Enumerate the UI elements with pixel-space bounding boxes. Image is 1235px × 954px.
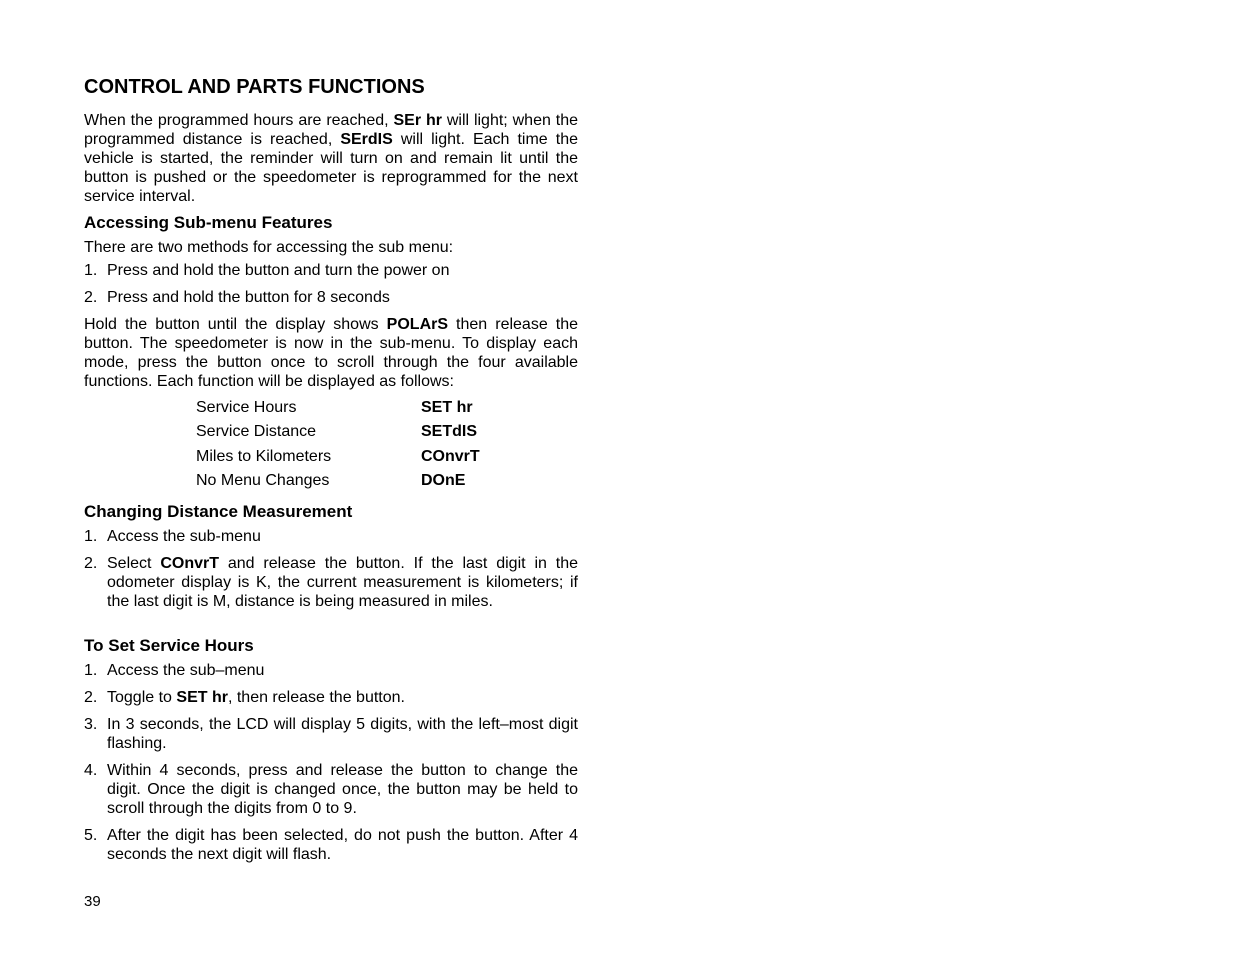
step-text: In 3 seconds, the LCD will display 5 digits, with the left–most digit flashing. [107, 716, 578, 752]
service-hours-steps [84, 661, 578, 864]
step-number: 1. [84, 528, 98, 545]
step-number: 5. [84, 827, 98, 844]
intro-text-1: When the programmed hours are reached, [84, 112, 394, 129]
step-number: 4. [84, 762, 98, 779]
submenu-lead: There are two methods for accessing the sub menu: [84, 239, 454, 256]
step-number: 1. [84, 662, 98, 679]
page-number: 39 [84, 893, 101, 910]
hold-paragraph [84, 315, 578, 391]
step-text: Select [107, 555, 161, 572]
list-item [84, 554, 578, 611]
step-text: After the digit has been selected, do not push the button. After 4 seconds the next digit will flash. [107, 827, 578, 863]
table-row [196, 444, 480, 469]
service-hours-heading: To Set Service Hours [84, 636, 254, 655]
function-code: SET hr [421, 398, 473, 416]
convert-code: COnvrT [160, 555, 219, 572]
function-code: SETdIS [421, 423, 478, 441]
step-text: , then release the button. [227, 689, 405, 706]
service-hours-code: SEr hr [393, 112, 442, 129]
function-name: Service Hours [196, 398, 297, 416]
section-title: CONTROL AND PARTS FUNCTIONS [84, 76, 425, 98]
step-number: 2. [84, 555, 98, 572]
distance-steps [84, 527, 578, 611]
function-name: No Menu Changes [196, 472, 330, 490]
distance-heading: Changing Distance Measurement [84, 502, 353, 521]
service-distance-code: SErdIS [340, 131, 393, 148]
list-item [84, 688, 578, 707]
list-item [84, 826, 578, 864]
submenu-steps [84, 261, 578, 307]
function-name: Miles to Kilometers [196, 447, 332, 465]
intro-text-2: will light; when the programmed distance is reached, [84, 112, 579, 148]
step-number: 3. [84, 716, 98, 733]
list-item [84, 661, 578, 680]
step-text: Access the sub-menu [107, 528, 261, 545]
list-item [84, 761, 578, 818]
step-number: 2. [84, 289, 98, 306]
list-item [84, 527, 578, 546]
hold-text-2: then release the button. The speedometer is now in the sub-menu. To display each mode, press the button once to scroll through the four available functions. Each function will be displayed as follows: [84, 316, 578, 390]
set-hr-code: SET hr [176, 689, 228, 706]
function-code: DOnE [421, 472, 466, 490]
step-text: Press and hold the button for 8 seconds [107, 289, 390, 306]
intro-paragraph [84, 111, 578, 206]
list-item [84, 288, 578, 307]
function-code: COnvrT [421, 447, 480, 465]
function-name: Service Distance [196, 423, 317, 441]
hold-text-1: Hold the button until the display shows [84, 316, 387, 333]
table-row [196, 420, 480, 445]
polars-code: POLArS [386, 316, 449, 333]
table-row [196, 395, 480, 420]
intro-text-3: will light. Each time the vehicle is started, the reminder will turn on and remain lit until the button is pushed or the speedometer is reprogrammed for the next service interval. [84, 131, 578, 205]
list-item [84, 261, 578, 280]
submenu-heading: Accessing Sub-menu Features [84, 213, 333, 232]
step-text: Toggle to [107, 689, 177, 706]
step-text: Access the sub–menu [107, 662, 265, 679]
text-column [84, 75, 578, 872]
step-text: Press and hold the button and turn the power on [107, 262, 450, 279]
list-item [84, 715, 578, 753]
step-number: 1. [84, 262, 98, 279]
step-text: Within 4 seconds, press and release the button to change the digit. Once the digit is changed once, the button may be held to scroll through the digits from 0 to 9. [107, 762, 578, 817]
table-row [196, 469, 480, 494]
step-number: 2. [84, 689, 98, 706]
step-text: and release the button. If the last digit in the odometer display is K, the current measurement is kilometers; if the last digit is M, distance is being measured in miles. [107, 555, 578, 610]
function-table [196, 395, 480, 493]
